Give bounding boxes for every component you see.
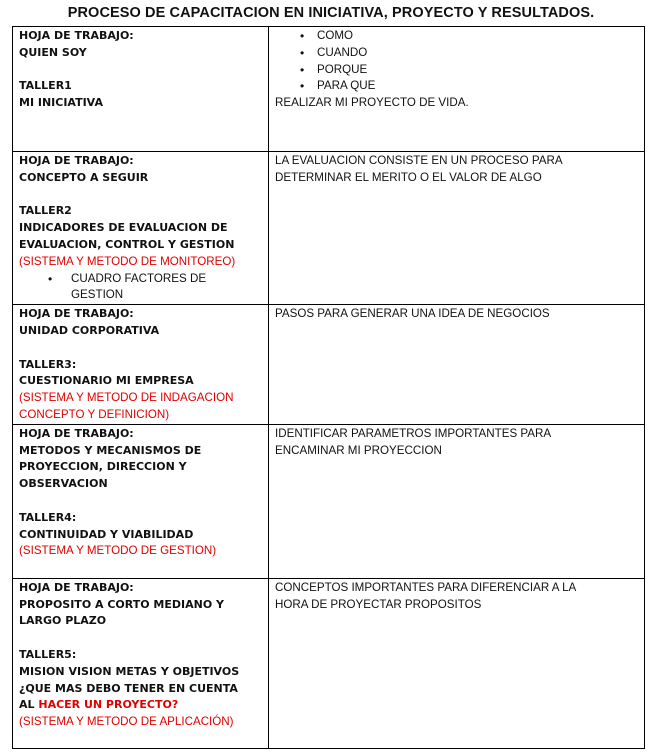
worksheet-title: OBSERVACION bbox=[19, 477, 108, 491]
table-row bbox=[13, 27, 645, 152]
worksheet-title: PROYECCION, DIRECCION Y bbox=[19, 460, 187, 474]
cell-text: CONCEPTOS IMPORTANTES PARA DIFERENCIAR A LA bbox=[275, 580, 577, 594]
list-item: • PORQUE bbox=[317, 62, 638, 79]
factor-list bbox=[19, 271, 262, 288]
list-item: • CUANDO bbox=[317, 45, 638, 62]
taller-title: MI INICIATIVA bbox=[19, 96, 103, 110]
right-cell bbox=[269, 305, 645, 425]
taller-title bbox=[19, 697, 262, 714]
taller-title-highlight: HACER UN PROYECTO? bbox=[38, 698, 179, 712]
left-cell bbox=[13, 27, 269, 152]
cell-text: ENCAMINAR MI PROYECCION bbox=[275, 443, 442, 457]
question-list bbox=[275, 28, 638, 95]
worksheet-title: LARGO PLAZO bbox=[19, 614, 107, 628]
taller-title: INDICADORES DE EVALUACION DE bbox=[19, 221, 228, 235]
taller-title: MISION VISION METAS Y OBJETIVOS bbox=[19, 664, 240, 678]
worksheet-title: PROPOSITO A CORTO MEDIANO Y bbox=[19, 597, 224, 611]
cell-text: DETERMINAR EL MERITO O EL VALOR DE ALGO bbox=[275, 170, 542, 184]
right-cell bbox=[269, 424, 645, 578]
worksheet-heading: HOJA DE TRABAJO: bbox=[19, 307, 134, 321]
left-cell bbox=[13, 578, 269, 748]
worksheet-title: QUIEN SOY bbox=[19, 45, 87, 59]
system-method: (SISTEMA Y METODO DE APLICACIÓN) bbox=[19, 715, 234, 729]
system-method: (SISTEMA Y METODO DE INDAGACION bbox=[19, 391, 234, 405]
worksheet-heading: HOJA DE TRABAJO: bbox=[19, 426, 134, 440]
cell-text: LA EVALUACION CONSISTE EN UN PROCESO PARA bbox=[275, 154, 563, 167]
list-item: • CUADRO FACTORES DE bbox=[71, 271, 262, 288]
cell-text: REALIZAR MI PROYECTO DE VIDA. bbox=[275, 96, 469, 110]
taller-label: TALLER4: bbox=[19, 510, 77, 524]
taller-title: CONTINUIDAD Y VIABILIDAD bbox=[19, 527, 194, 541]
system-method: CONCEPTO Y DEFINICION) bbox=[19, 407, 170, 421]
right-cell bbox=[269, 578, 645, 748]
worksheet-title: UNIDAD CORPORATIVA bbox=[19, 323, 160, 337]
taller-label: TALLER2 bbox=[19, 204, 72, 218]
taller-label: TALLER5: bbox=[19, 647, 77, 661]
taller-label: TALLER1 bbox=[19, 79, 72, 93]
right-cell bbox=[269, 152, 645, 305]
list-item: • PARA QUE bbox=[317, 78, 638, 95]
right-cell bbox=[269, 27, 645, 152]
system-method: (SISTEMA Y METODO DE GESTION) bbox=[19, 544, 217, 558]
worksheet-title: CONCEPTO A SEGUIR bbox=[19, 170, 149, 184]
list-item-continuation: GESTION bbox=[71, 288, 124, 302]
cell-text: IDENTIFICAR PARAMETROS IMPORTANTES PARA bbox=[275, 426, 552, 440]
left-cell bbox=[13, 424, 269, 578]
worksheet-heading: HOJA DE TRABAJO: bbox=[19, 580, 134, 594]
worksheet-title: METODOS Y MECANISMOS DE bbox=[19, 443, 202, 457]
cell-text: PASOS PARA GENERAR UNA IDEA DE NEGOCIOS bbox=[275, 307, 550, 321]
table-row bbox=[13, 305, 645, 425]
training-table bbox=[12, 26, 645, 749]
worksheet-heading: HOJA DE TRABAJO: bbox=[19, 154, 134, 167]
taller-title: ¿QUE MAS DEBO TENER EN CUENTA bbox=[19, 681, 238, 695]
taller-label: TALLER3: bbox=[19, 357, 77, 371]
list-item: • COMO bbox=[317, 28, 638, 45]
worksheet-heading: HOJA DE TRABAJO: bbox=[19, 29, 134, 42]
taller-title: CUESTIONARIO MI EMPRESA bbox=[19, 374, 194, 388]
taller-title-prefix: AL bbox=[19, 698, 39, 712]
document-title: PROCESO DE CAPACITACION EN INICIATIVA, PROYECTO Y RESULTADOS. bbox=[67, 5, 595, 21]
left-cell bbox=[13, 152, 269, 305]
table-row bbox=[13, 152, 645, 305]
table-row bbox=[13, 424, 645, 578]
left-cell bbox=[13, 305, 269, 425]
taller-title: EVALUACION, CONTROL Y GESTION bbox=[19, 237, 235, 251]
cell-text: HORA DE PROYECTAR PROPOSITOS bbox=[275, 597, 482, 611]
system-method: (SISTEMA Y METODO DE MONITOREO) bbox=[19, 254, 236, 268]
table-row bbox=[13, 578, 645, 748]
